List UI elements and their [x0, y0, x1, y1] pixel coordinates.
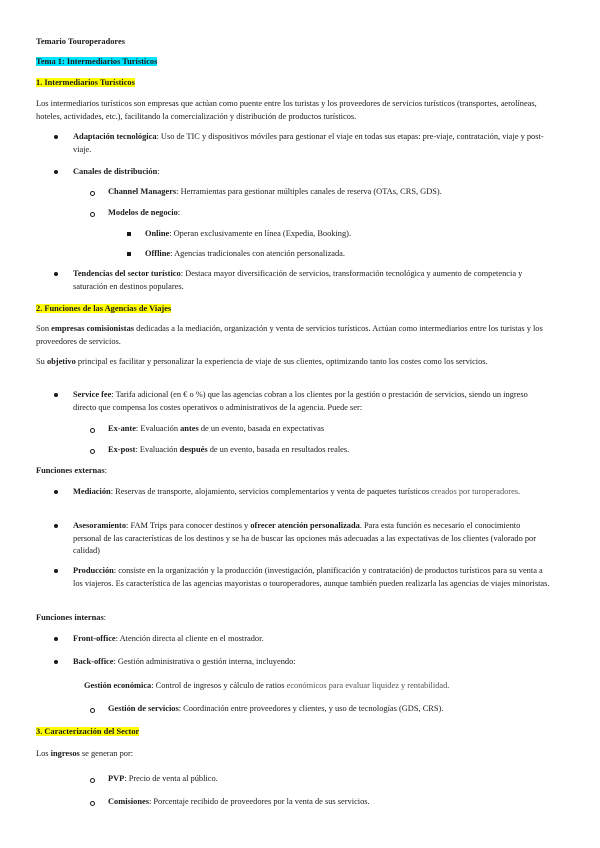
bullet-disc-icon	[54, 569, 58, 573]
section-3-heading: 3. Caracterización del Sector	[36, 727, 140, 736]
bullet-disc-icon	[54, 170, 58, 174]
funciones-internas-heading: Funciones internas:	[36, 613, 107, 622]
sub-bullet-pvp: PVP: Precio de venta al público.	[108, 774, 218, 783]
sub-bullet-comisiones: Comisiones: Porcentaje recibido de proveedores por la venta de sus servicios.	[108, 797, 370, 806]
bullet-circle-icon	[90, 801, 95, 806]
bullet-circle-icon	[90, 778, 95, 783]
sub-bullet-gestion-servicios: Gestión de servicios: Coordinación entre proveedores y clientes, y uso de tecnologías (GDS, CRS).	[108, 704, 444, 713]
bullet-square-icon	[127, 232, 131, 236]
bullet-circle-icon	[90, 708, 95, 713]
funciones-externas-heading: Funciones externas:	[36, 466, 107, 475]
section-1-intro: Los intermediarios turísticos son empresas que actúan como puente entre los turistas y los proveedores de servicios turísticos (transportes, aerolíneas, hoteles, actividades, etc.), facilitando la comercialización y distribución de productos turísticos.	[36, 99, 537, 121]
bullet-circle-icon	[90, 428, 95, 433]
topic-heading: Tema 1: Intermediarios Turísticos	[36, 57, 158, 66]
bullet-mediacion: Mediación: Reservas de transporte, alojamiento, servicios complementarios y venta de paquetes turísticos creados por turoperadores.	[73, 487, 521, 496]
section-2-paragraph-2: Su objetivo principal es facilitar y personalizar la experiencia de viaje de sus clientes, optimizando tanto los costes como los servicios.	[36, 357, 488, 366]
bullet-asesoramiento: Asesoramiento: FAM Trips para conocer destinos y ofrecer atención personalizada. Para esta función es necesario el conocimiento personal de las características de los destinos y se ha de buscar las opciones más adecuadas a las expectativas de los clientes (valorado por calidad)	[73, 521, 537, 556]
section-2-heading: 2. Funciones de las Agencias de Viajes	[36, 304, 172, 313]
bullet-circle-icon	[90, 212, 95, 217]
bullet-service-fee: Service fee: Tarifa adicional (en € o %) que las agencias cobran a los clientes por la gestión o prestación de servicios, siendo un ingreso directo que compensa los costes operativos o administrativos de la agencia. Puede ser:	[73, 390, 528, 412]
bullet-front-office: Front-office: Atención directa al cliente en el mostrador.	[73, 634, 264, 643]
bullet-disc-icon	[54, 660, 58, 664]
bullet-disc-icon	[54, 135, 58, 139]
sub-bullet-ex-ante: Ex-ante: Evaluación antes de un evento, basada en expectativas	[108, 424, 325, 433]
bullet-adaptacion-tecnologica: Adaptación tecnológica: Uso de TIC y dispositivos móviles para gestionar el viaje en todas sus etapas: pre-viaje, contratación, viaje y post-viaje.	[73, 132, 544, 154]
bullet-disc-icon	[54, 393, 58, 397]
section-3-paragraph: Los ingresos se generan por:	[36, 749, 134, 758]
gestion-economica: Gestión económica: Control de ingresos y cálculo de ratios económicos para evaluar liquidez y rentabilidad.	[84, 681, 450, 690]
bullet-produccion: Producción: consiste en la organización y la producción (investigación, planificación y contratación) de productos turísticos para su venta a los viajeros. Es característica de las agencias mayoristas o touroperadores, aunque también pueden realizarla las agencias de viajes minoristas.	[73, 566, 550, 588]
sub-sub-bullet-online: Online: Operan exclusivamente en línea (Expedia, Booking).	[145, 229, 352, 238]
bullet-canales-distribucion: Canales de distribución:	[73, 167, 160, 176]
sub-bullet-modelos-negocio: Modelos de negocio:	[108, 208, 181, 217]
bullet-disc-icon	[54, 490, 58, 494]
section-1-heading: 1. Intermediarios Turísticos	[36, 78, 135, 87]
document-title: Temario Touroperadores	[36, 37, 125, 46]
bullet-back-office: Back-office: Gestión administrativa o gestión interna, incluyendo:	[73, 657, 296, 666]
sub-bullet-channel-managers: Channel Managers: Herramientas para gestionar múltiples canales de reserva (OTAs, CRS, GDS).	[108, 187, 442, 196]
bullet-square-icon	[127, 252, 131, 256]
bullet-tendencias-sector: Tendencias del sector turístico: Destaca mayor diversificación de servicios, transformación tecnológica y aumento de competencia y saturación en destinos populares.	[73, 269, 523, 291]
bullet-disc-icon	[54, 637, 58, 641]
bullet-circle-icon	[90, 191, 95, 196]
bullet-circle-icon	[90, 449, 95, 454]
bullet-disc-icon	[54, 272, 58, 276]
sub-sub-bullet-offline: Offline: Agencias tradicionales con atención personalizada.	[145, 249, 345, 258]
sub-bullet-ex-post: Ex-post: Evaluación después de un evento, basada en resultados reales.	[108, 445, 350, 454]
bullet-disc-icon	[54, 524, 58, 528]
section-2-paragraph-1: Son empresas comisionistas dedicadas a la mediación, organización y venta de servicios turísticos. Actúan como intermediarios entre los turistas y los proveedores de servicios.	[36, 324, 543, 346]
